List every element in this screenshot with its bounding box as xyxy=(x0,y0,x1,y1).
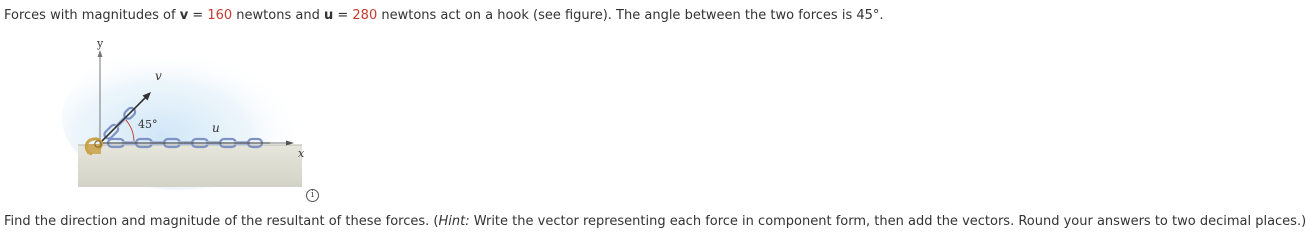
u-variable: u xyxy=(323,8,334,23)
u-value: 280 xyxy=(352,8,378,23)
angle-label: 45° xyxy=(138,118,158,131)
u-label: u xyxy=(212,121,220,135)
equals-v: = xyxy=(188,8,208,23)
problem-mid: newtons and xyxy=(232,8,324,23)
problem-suffix: newtons act on a hook (see figure). The angle between the two forces is 45°. xyxy=(377,8,884,23)
v-label: v xyxy=(155,69,162,83)
equals-u: = xyxy=(333,8,353,23)
x-axis-label: x xyxy=(298,147,305,160)
y-axis-arrowhead xyxy=(98,50,103,57)
force-figure xyxy=(70,36,330,186)
force-diagram xyxy=(70,36,330,186)
instruction-text xyxy=(4,213,1306,230)
v-value: 160 xyxy=(207,8,233,23)
y-axis-label: y xyxy=(97,37,104,50)
wall-base xyxy=(78,145,302,187)
instruction-before-hint: Find the direction and magnitude of the resultant of these forces. ( xyxy=(4,214,439,229)
info-icon[interactable]: i xyxy=(306,189,319,202)
problem-statement xyxy=(4,7,884,24)
problem-prefix: Forces with magnitudes of xyxy=(4,8,180,23)
v-variable: v xyxy=(179,8,189,23)
hint-label: Hint: xyxy=(438,214,470,229)
instruction-after-hint: Write the vector representing each force in component form, then add the vectors. Round your answers to two decimal places.) xyxy=(469,214,1306,229)
